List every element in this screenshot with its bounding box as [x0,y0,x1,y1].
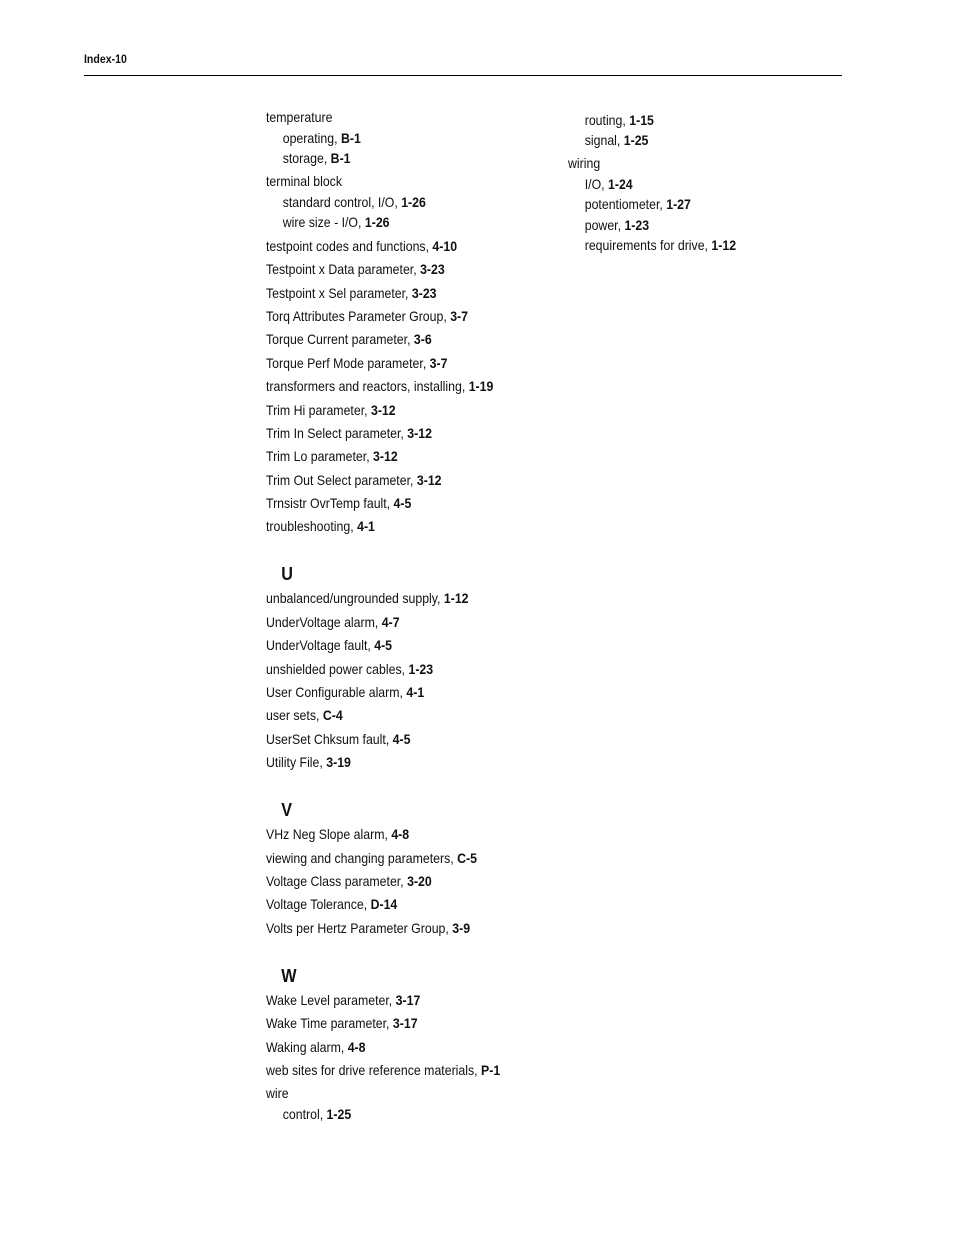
entry-term: unbalanced/ungrounded supply, [266,590,444,607]
entry-term: wire size - I/O, [282,214,365,231]
page-reference: C-4 [322,707,343,724]
index-entry [266,284,521,302]
page-reference: 4-5 [393,495,412,512]
index-entry [266,1061,521,1079]
index-subentry [568,236,832,254]
entry-term: control, [282,1105,327,1122]
page-reference: 3-12 [407,424,432,441]
index-entry [568,154,832,172]
entry-term: user sets, [266,707,323,724]
entry-term: standard control, I/O, [282,193,402,210]
index-entry [266,849,521,867]
page-reference: 3-23 [420,261,445,278]
index-entry [266,330,521,348]
entry-term: temperature [266,109,333,125]
page-reference: 3-17 [395,991,421,1008]
section-letter-heading: U [281,564,293,585]
section-letter-heading: W [281,965,297,986]
index-subentry [266,213,521,231]
index-entry [266,706,521,724]
index-entry [266,753,521,771]
page-reference: 4-1 [357,518,375,535]
index-subentry [266,129,521,147]
entry-term: signal, [584,132,624,148]
index-entry [266,636,521,654]
page-reference: 3-12 [370,401,396,418]
index-entry [266,589,521,607]
index-subentry [266,149,521,167]
index-column-left [266,108,556,1123]
page-reference: 1-26 [364,214,390,231]
entry-term: Wake Level parameter, [266,991,396,1008]
entry-term: UnderVoltage fault, [266,637,375,654]
page-reference: P-1 [481,1061,501,1078]
entry-term: Trnsistr OvrTemp fault, [266,495,394,512]
page-reference: 3-19 [326,754,351,771]
entry-term: routing, [584,111,630,128]
index-entry [266,401,521,419]
index-entry [266,108,521,126]
page-reference: 3-7 [429,354,448,371]
index-entry [266,237,521,255]
entry-term: I/O, [584,175,608,192]
index-entry [266,471,521,489]
page-reference: 3-12 [373,448,398,465]
page-reference: 3-17 [392,1015,418,1032]
page-reference: B-1 [330,150,351,166]
entry-term: Torque Perf Mode parameter, [266,354,430,371]
index-entry [266,260,521,278]
index-entry [266,447,521,465]
index-entry [266,991,521,1009]
index-entry [266,895,521,913]
index-subentry [266,1105,521,1123]
entry-term: power, [584,216,625,233]
page-reference: 3-6 [413,331,432,348]
index-subentry [266,193,521,211]
page-reference: 1-12 [711,237,737,254]
page-reference: 3-7 [450,307,469,324]
entry-term: Trim Out Select parameter, [266,471,417,488]
entry-term: wiring [568,155,601,172]
page-reference: 1-15 [629,111,654,128]
page-reference: 1-27 [666,196,691,213]
page-reference: 4-10 [432,237,458,254]
index-entry [266,683,521,701]
entry-term: VHz Neg Slope alarm, [266,826,392,843]
entry-term: Trim Hi parameter, [266,401,371,418]
index-entry [266,172,521,190]
page-reference: C-5 [457,849,477,866]
entry-term: storage, [282,150,331,166]
page-reference: 1-12 [443,590,469,607]
entry-term: transformers and reactors, installing, [266,378,469,395]
index-entry [266,1014,521,1032]
entry-term: Utility File, [266,754,327,771]
index-entry [266,307,521,325]
page-reference: 3-20 [407,872,432,889]
entry-term: Trim In Select parameter, [266,424,408,441]
page-reference: 1-26 [401,193,426,210]
entry-term: UserSet Chksum fault, [266,730,393,747]
entry-term: Wake Time parameter, [266,1015,393,1032]
index-subentry [568,175,832,193]
page-reference: 1-23 [408,660,434,677]
index-subentry [568,131,832,149]
index-subentry [568,195,832,213]
entry-term: Testpoint x Sel parameter, [266,284,412,301]
entry-term: Voltage Class parameter, [266,872,408,889]
entry-term: unshielded power cables, [266,660,409,677]
index-entry [266,660,521,678]
entry-term: Torque Current parameter, [266,331,414,348]
page-reference: 1-25 [623,132,649,148]
index-entry [266,354,521,372]
page-reference: 1-19 [468,378,494,395]
entry-term: Voltage Tolerance, [266,896,371,913]
index-entry [266,919,521,937]
page-reference: 4-1 [406,684,425,701]
page-reference: 3-23 [411,284,437,301]
index-entry [266,377,521,395]
index-entry [266,1084,521,1102]
entry-term: troubleshooting, [266,518,358,535]
entry-term: User Configurable alarm, [266,684,407,701]
entry-term: Torq Attributes Parameter Group, [266,307,451,324]
entry-term: web sites for drive reference materials, [266,1061,482,1078]
index-entry [266,494,521,512]
entry-term: Trim Lo parameter, [266,448,374,465]
page-reference: 4-8 [391,826,410,843]
index-entry [266,825,521,843]
entry-term: viewing and changing parameters, [266,849,458,866]
section-letter-heading: V [281,800,293,821]
index-subentry [568,111,832,129]
page-reference: 1-25 [326,1105,352,1122]
page-reference: 4-7 [381,613,400,630]
page-reference: 3-12 [416,471,442,488]
index-entry [266,613,521,631]
page-header-label: Index-10 [84,52,127,66]
entry-term: wire [266,1085,289,1102]
index-entry [266,424,521,442]
entry-term: testpoint codes and functions, [266,237,433,254]
entry-term: Testpoint x Data parameter, [266,261,421,278]
index-subentry [568,216,832,234]
entry-term: Volts per Hertz Parameter Group, [266,919,453,936]
page-reference: B-1 [340,129,361,146]
page-reference: 1-23 [624,216,650,233]
page-reference: 4-8 [347,1038,366,1055]
header-rule [84,75,842,76]
entry-term: operating, [282,129,341,146]
page-reference: 3-9 [452,919,471,936]
index-entry [266,1038,521,1056]
entry-term: Waking alarm, [266,1038,348,1055]
entry-term: requirements for drive, [584,237,712,254]
index-entry [266,517,521,535]
page-reference: 4-5 [374,637,393,654]
index-entry [266,730,521,748]
index-entry [266,872,521,890]
index-column-right [568,108,868,254]
page-reference: D-14 [370,896,398,913]
entry-term: potentiometer, [584,196,667,213]
page-reference: 1-24 [607,175,633,192]
entry-term: terminal block [266,173,343,190]
entry-term: UnderVoltage alarm, [266,613,382,630]
page-reference: 4-5 [392,730,411,747]
